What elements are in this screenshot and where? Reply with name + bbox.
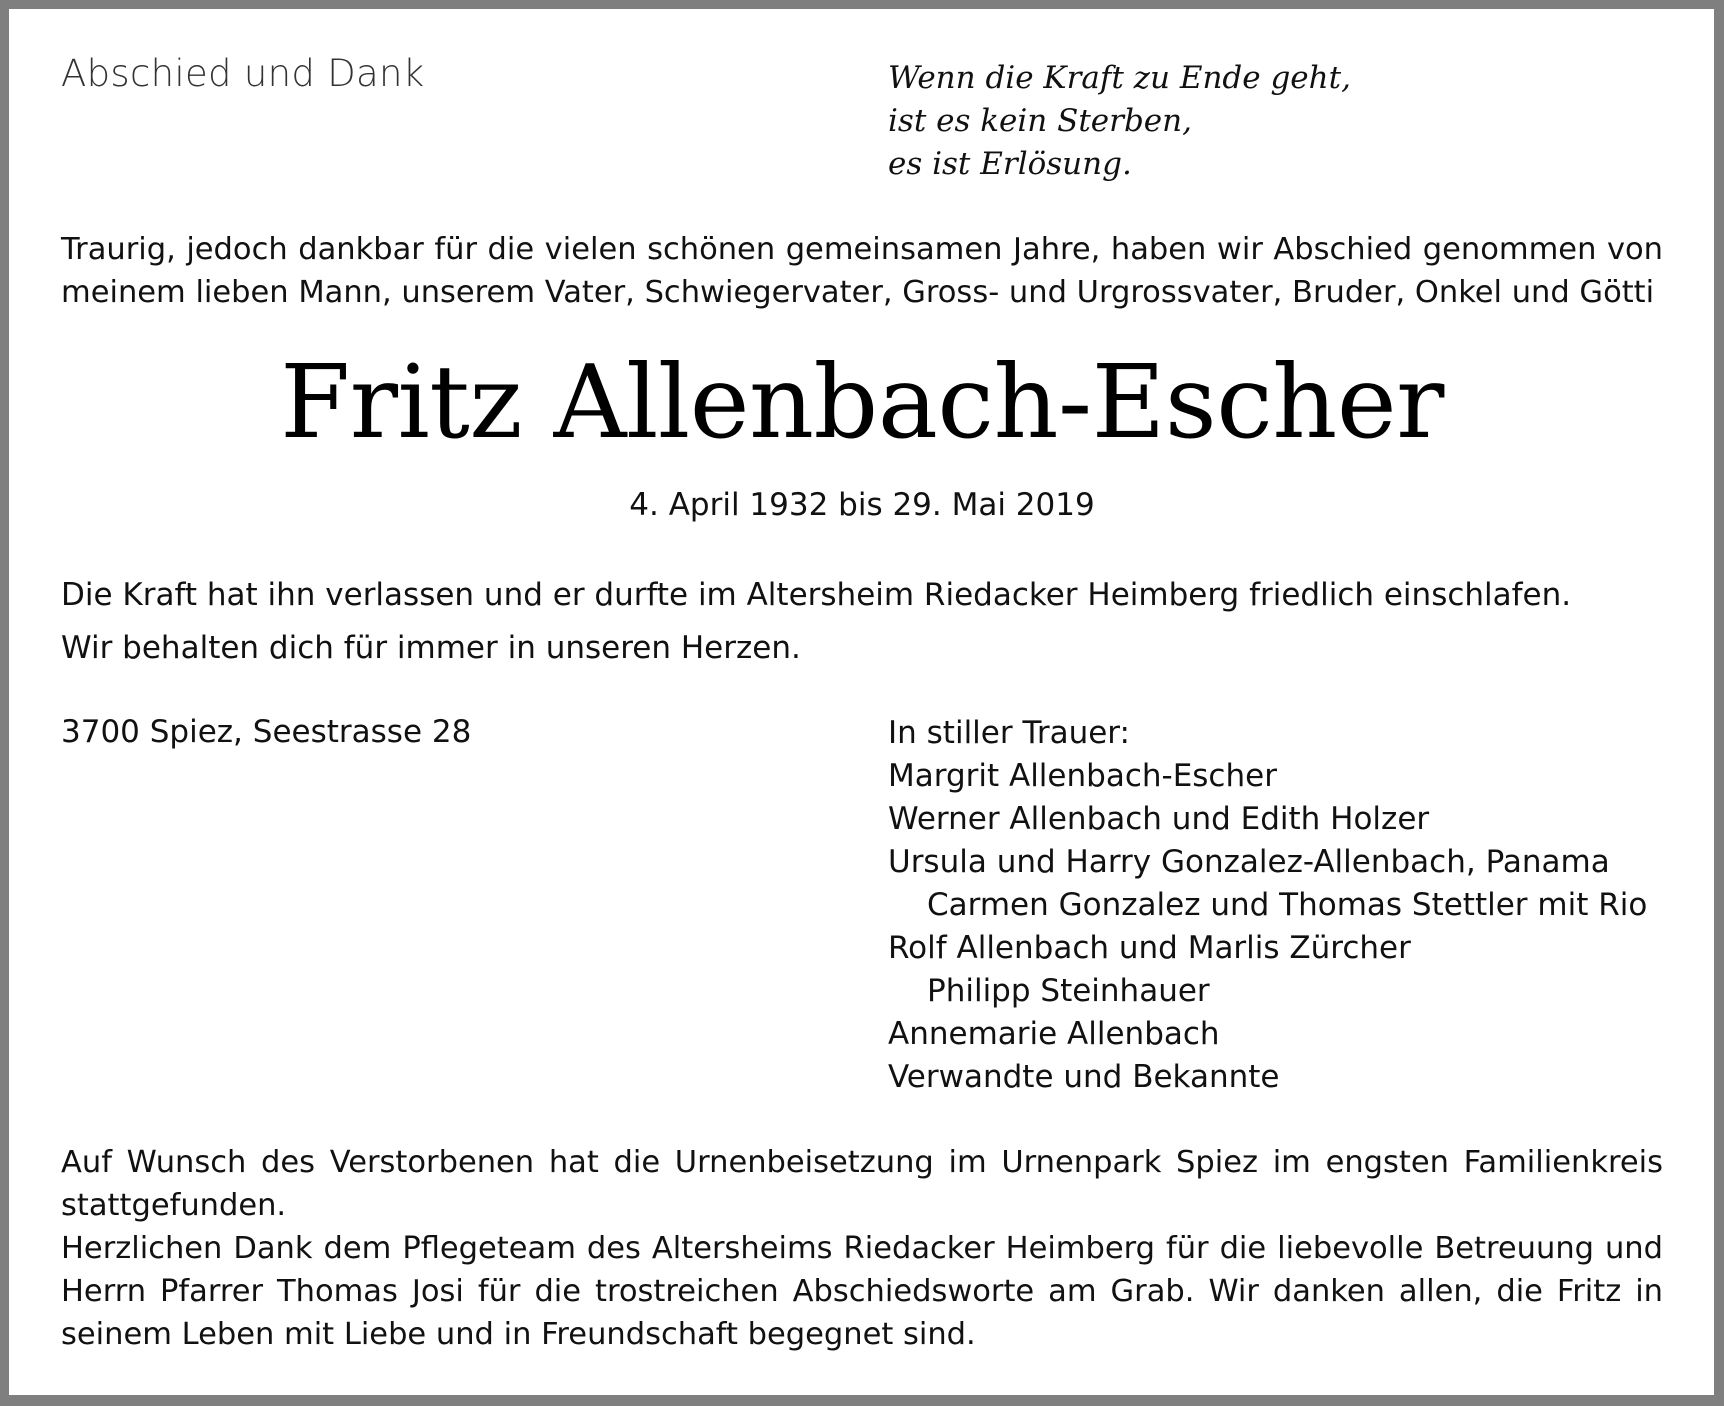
motto-line: ist es kein Sterben, — [888, 103, 1192, 139]
mourner-name: Margrit Allenbach-Escher — [888, 758, 1277, 794]
mourner-name: Rolf Allenbach und Marlis Zürcher — [888, 930, 1411, 966]
message-line: Die Kraft hat ihn verlassen und er durfte im Altersheim Riedacker Heimberg friedlich einschlafen. — [61, 577, 1572, 613]
motto-quote — [888, 57, 1351, 186]
family-address: 3700 Spiez, Seestrasse 28 — [61, 714, 472, 750]
closing-paragraph: Herzlichen Dank dem Pflegeteam des Altersheims Riedacker Heimberg für die liebevolle Betreuung und Herrn Pfarrer Thomas Josi für die trostreichen Abschiedsworte am Grab. Wir danken allen, die Fritz in seinem Leben mit Liebe und in Freundschaft begegnet sind. — [61, 1231, 1663, 1352]
motto-line: es ist Erlösung. — [888, 146, 1132, 182]
mourner-name: Ursula und Harry Gonzalez-Allenbach, Panama — [888, 844, 1610, 880]
intro-paragraph: Traurig, jedoch dankbar für die vielen schönen gemeinsamen Jahre, haben wir Abschied genommen von meinem lieben Mann, unserem Vater, Schwiegervater, Gross- und Urgrossvater, Bruder, Onkel und Götti — [61, 232, 1663, 310]
mourners-intro: In stiller Trauer: — [888, 715, 1130, 751]
mourner-name: Werner Allenbach und Edith Holzer — [888, 801, 1430, 837]
mourner-name: Annemarie Allenbach — [888, 1016, 1220, 1052]
mourners-list — [888, 712, 1647, 1099]
mourner-name: Verwandte und Bekannte — [888, 1059, 1280, 1095]
closing-text — [61, 1141, 1663, 1356]
closing-paragraph: Auf Wunsch des Verstorbenen hat die Urnenbeisetzung im Urnenpark Spiez im engsten Familienkreis stattgefunden. — [61, 1145, 1663, 1223]
message-line: Wir behalten dich für immer in unseren Herzen. — [61, 630, 801, 666]
deceased-name: Fritz Allenbach-Escher — [280, 343, 1444, 461]
notice-heading: Abschied und Dank — [61, 52, 425, 95]
motto-line: Wenn die Kraft zu Ende geht, — [888, 60, 1351, 96]
mourner-name: Philipp Steinhauer — [927, 973, 1210, 1009]
mourner-name: Carmen Gonzalez und Thomas Stettler mit Rio — [927, 887, 1648, 923]
life-dates: 4. April 1932 bis 29. Mai 2019 — [629, 487, 1095, 523]
